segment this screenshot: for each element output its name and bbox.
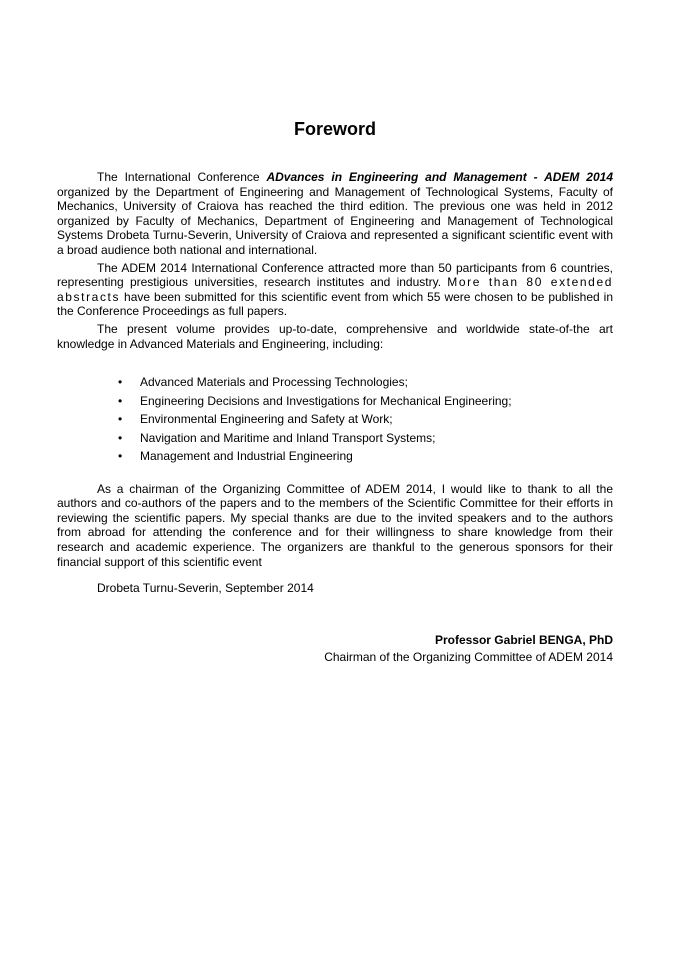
- bullet-icon: •: [118, 393, 123, 408]
- list-item: [57, 410, 613, 429]
- list-item: [57, 392, 613, 411]
- list-item: [57, 429, 613, 448]
- bullet-icon: •: [118, 375, 123, 390]
- paragraph-acknowledgements: As a chairman of the Organizing Committee of ADEM 2014, I would like to thank to all the authors and co-authors of the papers and to the members of the Scientific Committee for their efforts in reviewing the scientific papers. My special thanks are due to the invited speakers and to the authors from abroad for attending the conference and for their willingness to share knowledge from their research and academic experience. The organizers are thankful to the generous sponsors for their financial support of this scientific event: [57, 481, 613, 569]
- place-and-date: Drobeta Turnu-Severin, September 2014: [97, 581, 314, 595]
- foreword-body: [57, 170, 613, 572]
- paragraph-intro: [57, 170, 613, 258]
- extended-abstracts-phrase: More than 80 extended abstracts: [57, 275, 613, 304]
- bullet-icon: •: [118, 412, 123, 427]
- list-item-label: Navigation and Maritime and Inland Transport Systems;: [140, 430, 436, 445]
- topic-list: [57, 373, 613, 466]
- paragraph-participation: [57, 261, 613, 319]
- document-page: [57, 0, 613, 959]
- list-item-label: Management and Industrial Engineering: [140, 449, 353, 464]
- bullet-icon: •: [118, 449, 123, 464]
- page-title: Foreword: [293, 119, 376, 139]
- paragraph-volume: The present volume provides up-to-date, comprehensive and worldwide state-of-the art knowledge in Advanced Materials and Engineering, including:: [57, 321, 613, 351]
- list-item: [57, 447, 613, 466]
- signature-block: [324, 632, 613, 666]
- paragraph-intro-start: The International Conference: [97, 170, 267, 184]
- conference-name: ADvances in Engineering and Management - ADEM 2014: [266, 170, 614, 184]
- paragraph-participation-rest: have been submitted for this scientific event from which 55 were chosen to be published in the Conference Proceedings as full papers.: [57, 289, 613, 319]
- signatory-name: Professor Gabriel BENGA, PhD: [434, 633, 613, 647]
- list-item-label: Advanced Materials and Processing Technologies;: [140, 375, 408, 390]
- signatory-role: Chairman of the Organizing Committee of ADEM 2014: [324, 650, 613, 664]
- bullet-icon: •: [118, 430, 123, 445]
- list-item-label: Environmental Engineering and Safety at Work;: [140, 412, 393, 427]
- paragraph-participation-start: The ADEM 2014 International Conference attracted more than 50 participants from 6 countries, representing prestigious universities, research institutes and industry.: [57, 260, 613, 290]
- list-item: [57, 373, 613, 392]
- list-item-label: Engineering Decisions and Investigations for Mechanical Engineering;: [140, 393, 512, 408]
- paragraph-intro-rest: organized by the Department of Engineering and Management of Technological Systems, Faculty of Mechanics, University of Craiova has reached the third edition. The previous one was held in 2012 organized by Faculty of Mechanics, Department of Engineering and Management of Technological Systems Drobeta Turnu-Severin, University of Craiova and represented a significant scientific event with a broad audience both national and international.: [57, 184, 613, 257]
